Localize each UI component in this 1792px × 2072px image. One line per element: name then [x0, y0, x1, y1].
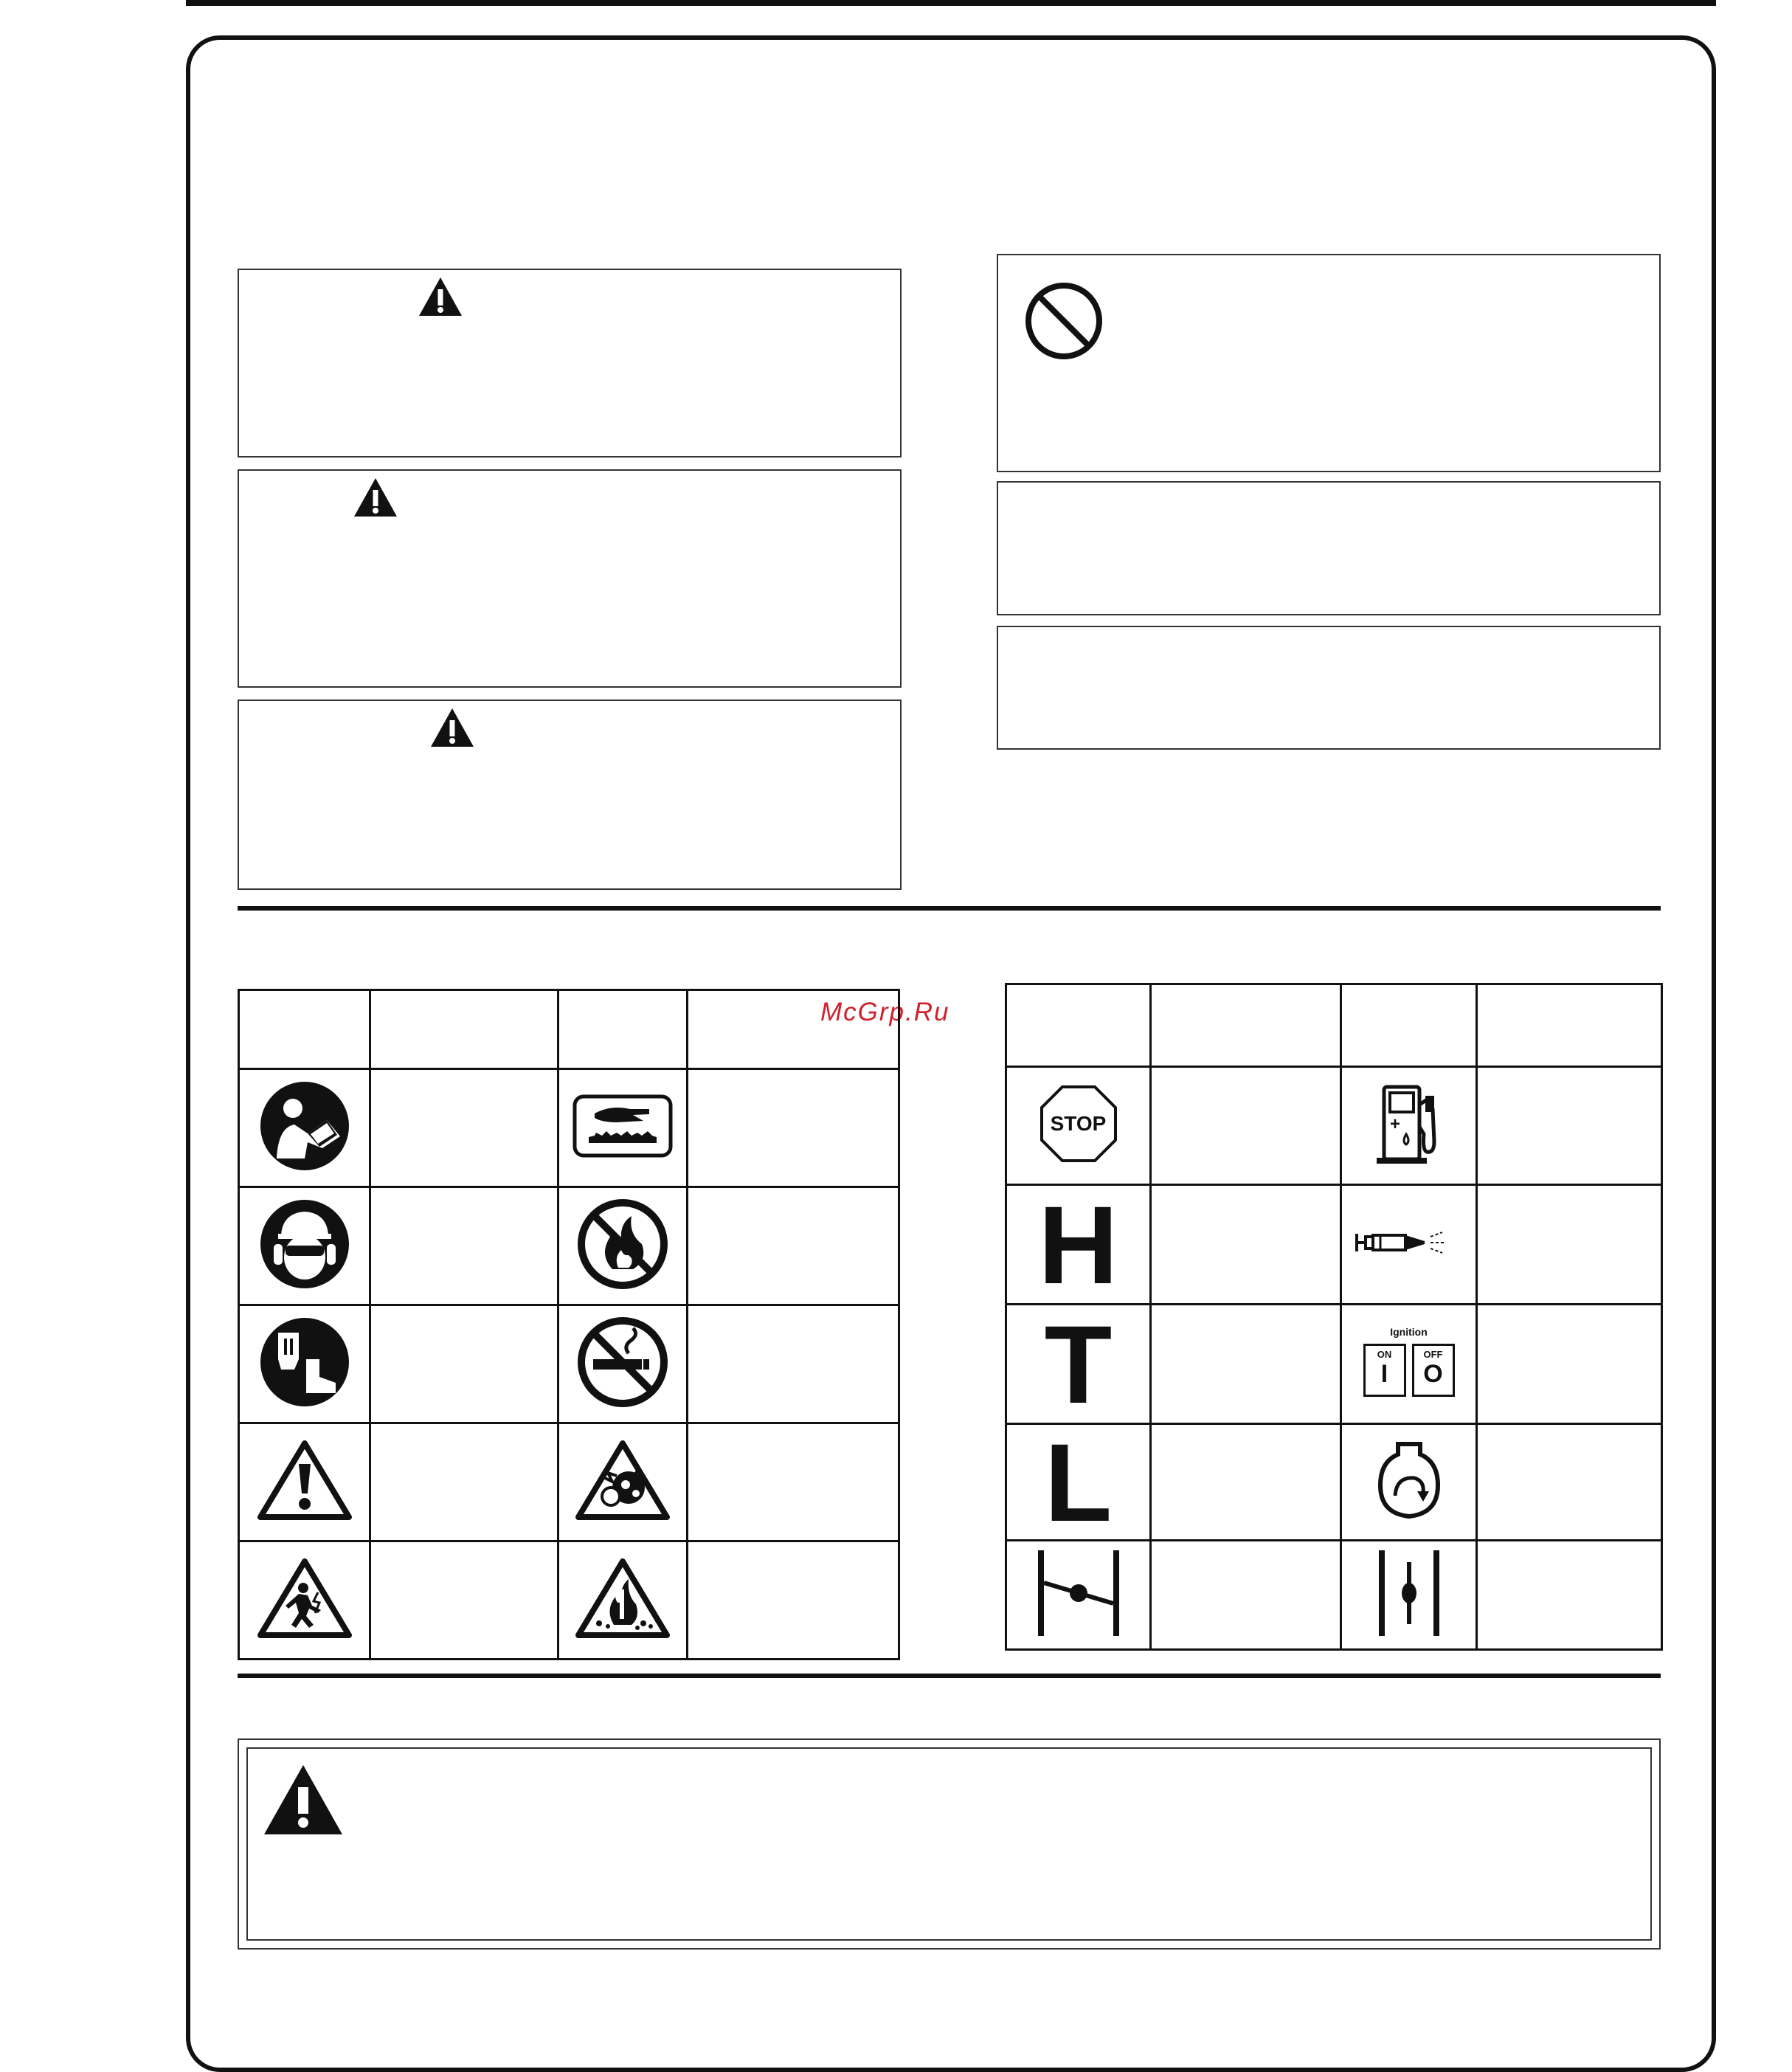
fuel-pump-icon [1374, 1082, 1445, 1165]
table-row [1006, 1185, 1662, 1305]
table-row [239, 1305, 899, 1423]
stop-sign-icon [1039, 1084, 1118, 1164]
table-row [239, 1541, 899, 1660]
high-speed-icon: H [1038, 1182, 1118, 1307]
warning-triangle-icon [418, 276, 463, 317]
table-row [239, 1069, 899, 1187]
ignition-off-label: OFF [1423, 1348, 1443, 1360]
warning-triangle-icon [429, 707, 475, 748]
electric-shock-icon [256, 1557, 353, 1640]
ignition-on-glyph: I [1380, 1359, 1388, 1388]
medium-speed-icon: T [1044, 1302, 1113, 1426]
general-warning-icon [256, 1439, 353, 1522]
fire-hazard-icon [574, 1557, 671, 1640]
read-manual-icon [259, 1080, 350, 1172]
bottom-warning-inner [246, 1747, 1652, 1941]
choke-open-icon [1369, 1547, 1450, 1639]
warning-triangle-icon [353, 477, 398, 518]
table-row [1006, 1067, 1662, 1185]
ignition-off-glyph: O [1423, 1359, 1443, 1388]
table-row [239, 1423, 899, 1541]
left-symbol-table [238, 989, 900, 1660]
note-box-1 [997, 481, 1661, 615]
explosion-hazard-icon [574, 1439, 671, 1522]
table-row [1006, 1305, 1662, 1424]
prohibition-icon [1023, 280, 1104, 362]
no-open-flame-icon [577, 1198, 668, 1290]
hand-hot-surface-icon [572, 1094, 673, 1158]
warning-box-2 [238, 469, 902, 688]
table-header-row [1006, 984, 1662, 1067]
fuel-injector-icon [1354, 1228, 1464, 1257]
table-header-row [239, 990, 899, 1069]
top-rule [186, 0, 1716, 6]
section-divider-1 [238, 906, 1661, 911]
no-smoking-icon [577, 1316, 668, 1408]
engine-start-icon [1376, 1440, 1442, 1521]
right-symbol-table [1005, 983, 1663, 1651]
head-eye-ear-protection-icon [259, 1198, 350, 1290]
warning-box-3 [238, 700, 902, 890]
note-box-2 [997, 626, 1661, 750]
low-speed-icon: L [1044, 1420, 1113, 1544]
table-row [239, 1187, 899, 1305]
ignition-title: Ignition [1390, 1325, 1428, 1338]
svg-text:+: + [1389, 1114, 1400, 1134]
warning-triangle-icon [263, 1764, 344, 1836]
stop-sign-label: STOP [1050, 1112, 1107, 1135]
gloves-boots-icon [259, 1316, 350, 1408]
ignition-off-box [1412, 1344, 1455, 1397]
table-row [1006, 1424, 1662, 1541]
bottom-warning-box [238, 1738, 1661, 1950]
ignition-on-label: ON [1377, 1348, 1392, 1360]
ignition-on-box [1363, 1344, 1406, 1397]
warning-box-1 [238, 269, 902, 457]
ignition-switch-icon [1359, 1326, 1459, 1403]
watermark-text: McGrp.Ru [820, 998, 950, 1026]
section-divider-2 [238, 1674, 1661, 1678]
prohibition-box [997, 254, 1661, 472]
table-row [1006, 1541, 1662, 1650]
choke-closed-icon [1031, 1547, 1127, 1639]
